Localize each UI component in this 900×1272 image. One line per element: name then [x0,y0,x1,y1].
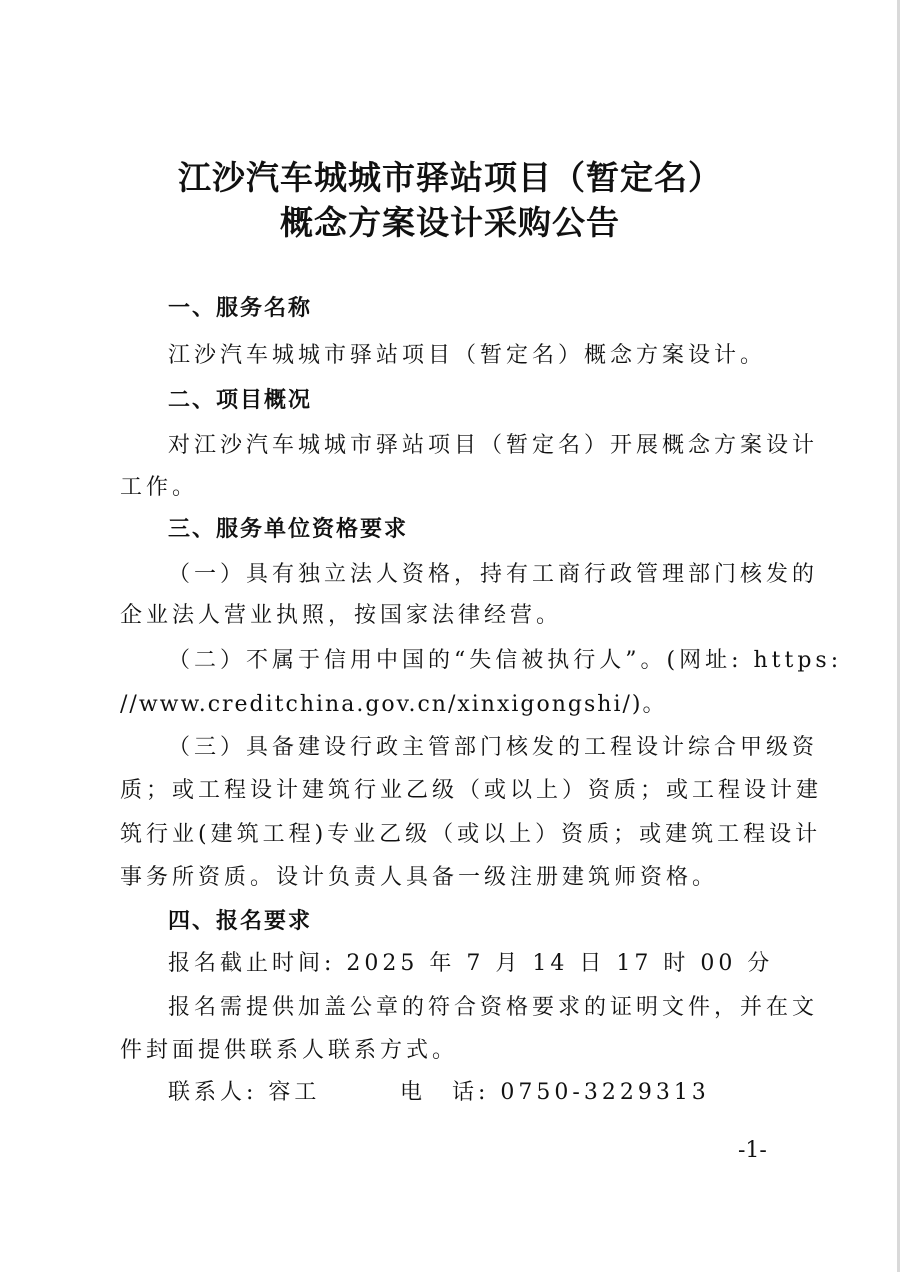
item-3-line-1: （三）具备建设行政主管部门核发的工程设计综合甲级资 [168,735,819,760]
section-2-text-line-1: 对江沙汽车城城市驿站项目（暂定名）开展概念方案设计 [168,433,819,458]
section-3-heading: 三、服务单位资格要求 [168,517,409,542]
item-2-line-2: //www.creditchina.gov.cn/xinxigongshi/)。 [120,692,667,717]
item-2-line-1: （二）不属于信用中国的“失信被执行人”。(网址: https: [168,648,843,673]
section-1-text: 江沙汽车城城市驿站项目（暂定名）概念方案设计。 [168,343,767,368]
section-1-heading: 一、服务名称 [168,296,313,321]
item-3-line-4: 事务所资质。设计负责人具备一级注册建筑师资格。 [120,865,719,890]
registration-requirement-line-1: 报名需提供加盖公章的符合资格要求的证明文件，并在文 [168,995,819,1020]
registration-deadline: 报名截止时间: 2025 年 7 月 14 日 17 时 00 分 [168,951,774,976]
item-3-line-2: 质；或工程设计建筑行业乙级（或以上）资质；或工程设计建 [120,778,823,803]
item-3-line-3: 筑行业(建筑工程)专业乙级（或以上）资质；或建筑工程设计 [120,822,822,847]
section-2-heading: 二、项目概况 [168,388,313,413]
item-1-line-2: 企业法人营业执照，按国家法律经营。 [120,603,563,628]
section-2-text-line-2: 工作。 [120,475,199,500]
section-4-heading: 四、报名要求 [168,909,313,934]
title-line-2: 概念方案设计采购公告 [280,203,620,242]
contact-phone: 电 话: 0750-3229313 [400,1080,710,1105]
item-1-line-1: （一）具有独立法人资格，持有工商行政管理部门核发的 [168,562,819,587]
page-number: -1- [738,1138,767,1163]
registration-requirement-line-2: 件封面提供联系人联系方式。 [120,1038,459,1063]
contact-person: 联系人: 容工 [168,1080,321,1105]
title-line-1: 江沙汽车城城市驿站项目（暂定名） [178,158,722,197]
